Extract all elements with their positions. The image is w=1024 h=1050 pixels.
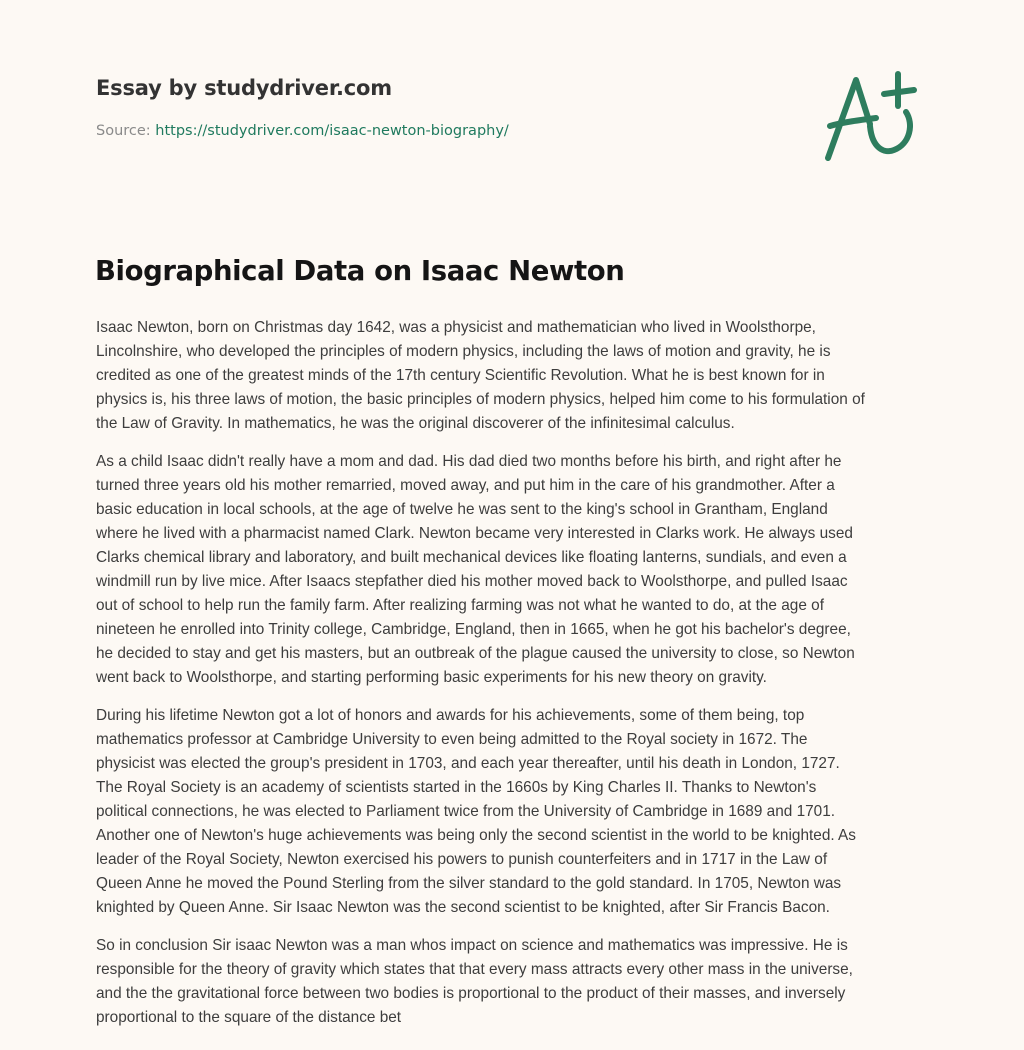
paragraph-line: As a child Isaac didn't really have a mom and dad. His dad died two months before his birth, and right after he <box>96 453 842 470</box>
source-label: Source: <box>96 123 151 139</box>
paragraph-line: the Law of Gravity. In mathematics, he was the original discoverer of the infinitesimal calculus. <box>96 415 735 432</box>
paragraph-line: went back to Woolsthorpe, and starting performing basic experiments for his new theory on gravity. <box>96 669 767 686</box>
paragraph-line: Another one of Newton's huge achievements was being only the second scientist in the world to be knighted. As <box>96 827 857 844</box>
a-plus-grade-icon <box>822 66 928 166</box>
paragraph-line: physicist was elected the group's president in 1703, and each year thereafter, until his death in London, 1727. <box>96 755 840 772</box>
site-title: Essay by studydriver.com <box>96 76 392 100</box>
paragraph-line: Lincolnshire, who developed the principles of modern physics, including the laws of motion and gravity, he is <box>96 343 831 360</box>
paragraph-line: mathematics professor at Cambridge University to even being admitted to the Royal society in 1672. The <box>96 731 808 748</box>
paragraph-line: proportional to the square of the distance bet <box>96 1009 402 1026</box>
paragraph-line: out of school to help run the family farm. After realizing farming was not what he wanted to do, at the age of <box>96 597 824 614</box>
paragraph-line: basic education in local schools, at the age of twelve he was sent to the king's school in Grantham, England <box>96 501 828 518</box>
paragraph-line: he decided to stay and get his masters, but an outbreak of the plague caused the university to close, so Newton <box>96 645 855 662</box>
paragraph-line: Isaac Newton, born on Christmas day 1642, was a physicist and mathematician who lived in Woolsthorpe, <box>96 319 816 336</box>
source-link[interactable]: https://studydriver.com/isaac-newton-biography/ <box>155 123 509 139</box>
essay-body <box>96 316 936 1044</box>
paragraph-line: Clarks chemical library and laboratory, and built mechanical devices like floating lanterns, sundials, and even a <box>96 549 847 566</box>
paragraph-line: and the the gravitational force between two bodies is proportional to the product of their masses, and inversely <box>96 985 846 1002</box>
paragraph-line: physics is, his three laws of motion, the basic principles of modern physics, helped him come to his formulation of <box>96 391 865 408</box>
essay-paragraph <box>96 450 936 690</box>
document-title: Biographical Data on Isaac Newton <box>95 255 625 287</box>
paragraph-line: The Royal Society is an academy of scientists started in the 1660s by King Charles II. Thanks to Newton's <box>96 779 817 796</box>
source-line <box>96 123 509 139</box>
paragraph-line: credited as one of the greatest minds of the 17th century Scientific Revolution. What he is best known for in <box>96 367 825 384</box>
paragraph-line: where he lived with a pharmacist named Clark. Newton became very interested in Clarks work. He always used <box>96 525 853 542</box>
paragraph-line: Queen Anne he moved the Pound Sterling from the silver standard to the gold standard. In 1705, Newton was <box>96 875 842 892</box>
paragraph-line: knighted by Queen Anne. Sir Isaac Newton was the second scientist to be knighted, after Sir Francis Bacon. <box>96 899 830 916</box>
paragraph-line: windmill run by live mice. After Isaacs stepfather died his mother moved back to Woolsthorpe, and pulled Isaac <box>96 573 848 590</box>
paragraph-line: leader of the Royal Society, Newton exercised his powers to punish counterfeiters and in 1717 in the Law of <box>96 851 828 868</box>
essay-paragraph <box>96 316 936 436</box>
paragraph-line: nineteen he enrolled into Trinity college, Cambridge, England, then in 1665, when he got his bachelor's degree, <box>96 621 851 638</box>
paragraph-line: During his lifetime Newton got a lot of honors and awards for his achievements, some of them being, top <box>96 707 805 724</box>
paragraph-line: political connections, he was elected to Parliament twice from the University of Cambridge in 1689 and 1701. <box>96 803 836 820</box>
paragraph-line: responsible for the theory of gravity which states that that every mass attracts every other mass in the universe, <box>96 961 853 978</box>
essay-paragraph <box>96 704 936 920</box>
paragraph-line: turned three years old his mother remarried, moved away, and put him in the care of his grandmother. After a <box>96 477 835 494</box>
essay-paragraph <box>96 934 936 1030</box>
paragraph-line: So in conclusion Sir isaac Newton was a man whos impact on science and mathematics was impressive. He is <box>96 937 848 954</box>
